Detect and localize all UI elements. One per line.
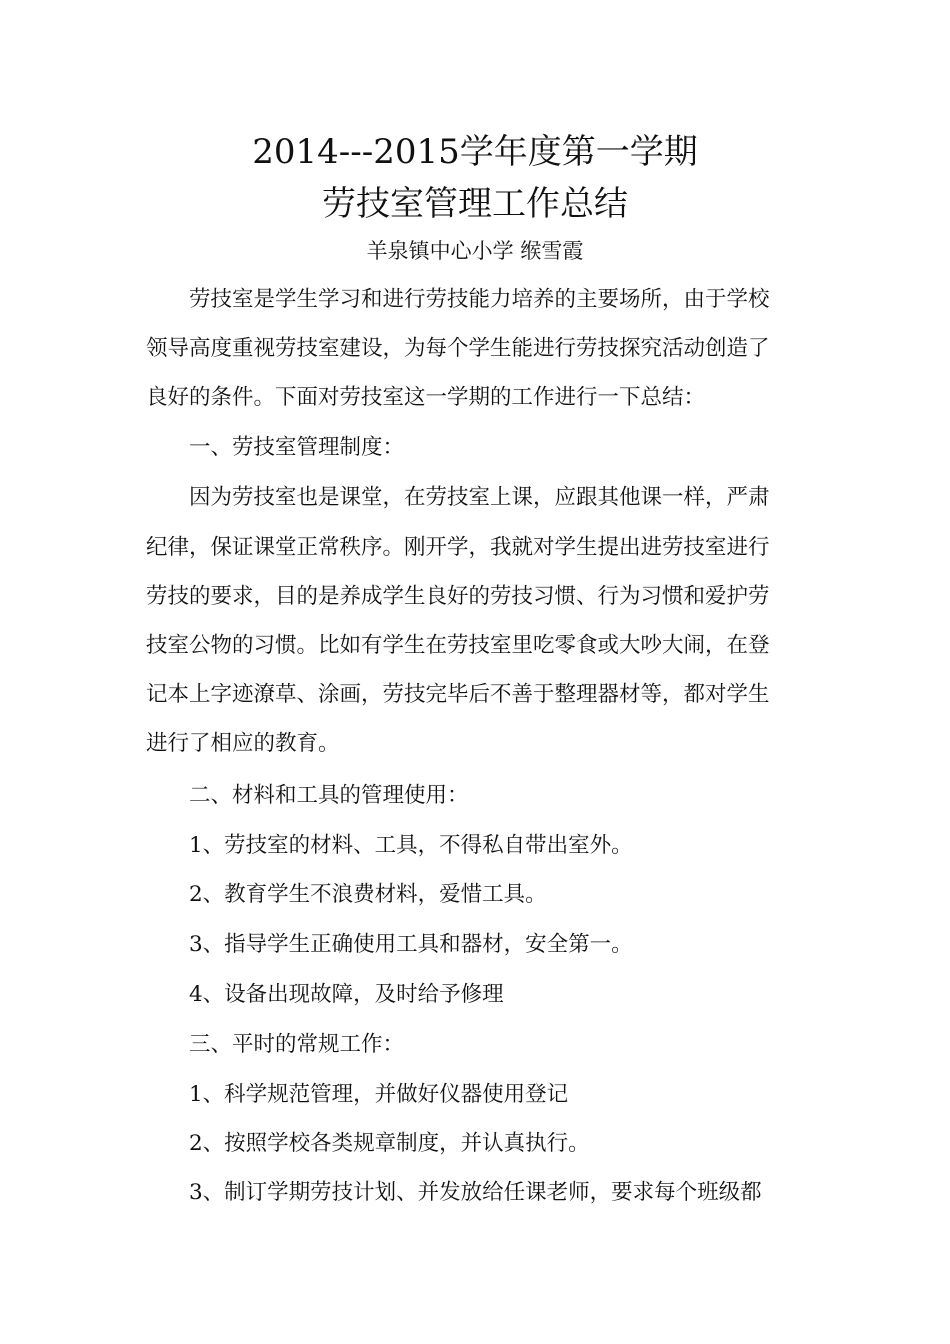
section-heading: 一、劳技室管理制度： — [189, 435, 405, 460]
list-item: 3、制订学期劳技计划、并发放给任课老师，要求每个班级都 — [189, 1180, 762, 1205]
body-line: 领导高度重视劳技室建设，为每个学生能进行劳技探究活动创造了 — [146, 336, 770, 361]
document-title-line-2: 劳技室管理工作总结 — [322, 184, 628, 224]
document-title-line-1: 2014---2015学年度第一学期 — [252, 132, 698, 172]
section-heading: 二、材料和工具的管理使用： — [189, 783, 469, 808]
body-line: 良好的条件。下面对劳技室这一学期的工作进行一下总结： — [146, 385, 706, 410]
body-line: 技室公物的习惯。比如有学生在劳技室里吃零食或大吵大闹，在登 — [146, 633, 770, 658]
list-item: 1、劳技室的材料、工具，不得私自带出室外。 — [189, 833, 633, 858]
document-author: 羊泉镇中心小学 缑雪霞 — [366, 239, 584, 263]
list-item: 2、按照学校各类规章制度，并认真执行。 — [189, 1131, 590, 1156]
body-line: 因为劳技室也是课堂，在劳技室上课，应跟其他课一样，严肃 — [189, 485, 770, 510]
body-line: 记本上字迹潦草、涂画，劳技完毕后不善于整理器材等，都对学生 — [146, 682, 770, 707]
list-item: 2、教育学生不浪费材料，爱惜工具。 — [189, 882, 547, 907]
body-line: 劳技的要求，目的是养成学生良好的劳技习惯、行为习惯和爱护劳 — [146, 584, 770, 609]
body-line: 进行了相应的教育。 — [146, 731, 340, 756]
list-item: 1、科学规范管理，并做好仪器使用登记 — [189, 1082, 569, 1107]
list-item: 4、设备出现故障，及时给予修理 — [189, 982, 504, 1007]
body-line: 劳技室是学生学习和进行劳技能力培养的主要场所，由于学校 — [189, 287, 770, 312]
list-item: 3、指导学生正确使用工具和器材，安全第一。 — [189, 932, 633, 957]
body-line: 纪律，保证课堂正常秩序。刚开学，我就对学生提出进劳技室进行 — [146, 535, 770, 560]
section-heading: 三、平时的常规工作： — [189, 1032, 405, 1057]
